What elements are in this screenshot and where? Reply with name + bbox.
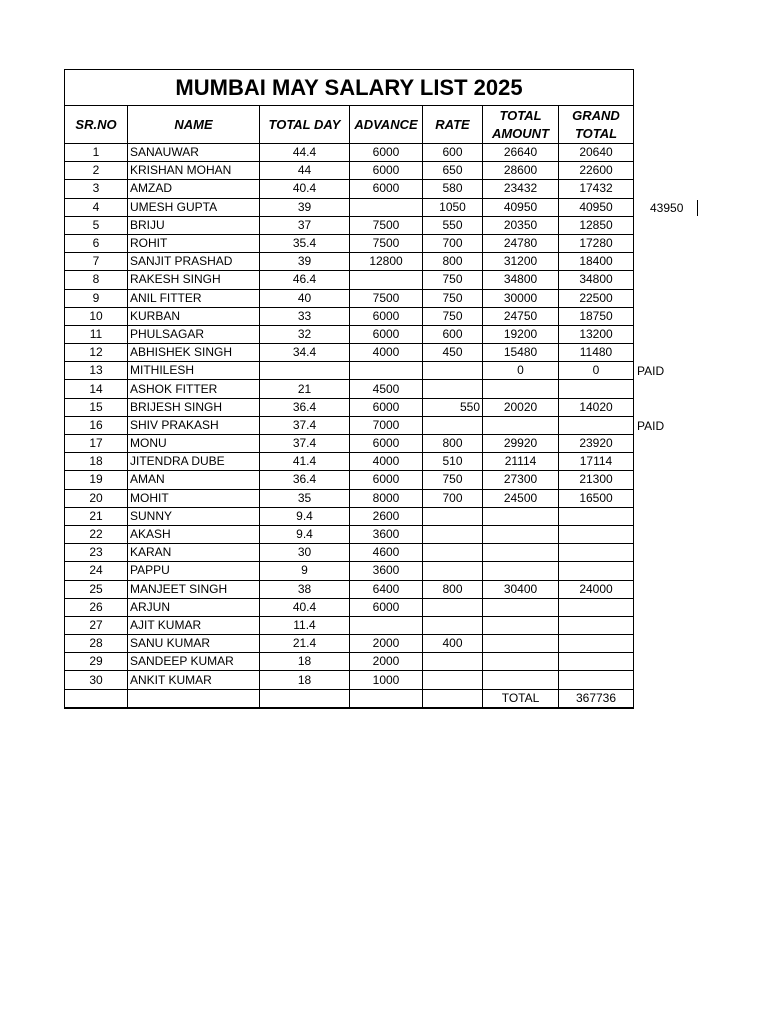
cell-total-amount — [483, 671, 559, 689]
cell-sr-no: 6 — [65, 234, 128, 252]
table-row — [65, 453, 634, 471]
cell-grand-total: 21300 — [559, 471, 634, 489]
cell-rate — [423, 544, 483, 562]
cell-sr-no: 15 — [65, 398, 128, 416]
table-row — [65, 253, 634, 271]
cell-grand-total: 34800 — [559, 271, 634, 289]
cell-advance: 6400 — [350, 580, 423, 598]
cell-rate — [423, 562, 483, 580]
cell-total-amount: 23432 — [483, 180, 559, 198]
cell-rate — [423, 598, 483, 616]
cell-sr-no: 3 — [65, 180, 128, 198]
cell-advance: 7500 — [350, 289, 423, 307]
cell-sr-no: 16 — [65, 416, 128, 434]
paid-note-row13: PAID — [637, 364, 665, 378]
table-row — [65, 416, 634, 434]
cell-sr-no: 13 — [65, 362, 128, 380]
cell-advance: 6000 — [350, 307, 423, 325]
cell-sr-no: 9 — [65, 289, 128, 307]
cell-grand-total: 14020 — [559, 398, 634, 416]
cell-rate — [423, 416, 483, 434]
table-row — [65, 180, 634, 198]
cell-total-amount — [483, 544, 559, 562]
cell-grand-total — [559, 635, 634, 653]
cell-total-day: 36.4 — [260, 398, 350, 416]
cell-total-amount: 30000 — [483, 289, 559, 307]
table-row — [65, 635, 634, 653]
cell-sr-no: 19 — [65, 471, 128, 489]
cell-name: BRIJU — [128, 216, 260, 234]
cell-sr-no: 11 — [65, 325, 128, 343]
cell-total-day: 44 — [260, 162, 350, 180]
cell-grand-total — [559, 380, 634, 398]
cell-sr-no: 14 — [65, 380, 128, 398]
cell-name: PHULSAGAR — [128, 325, 260, 343]
cell-name: ARJUN — [128, 598, 260, 616]
cell-advance: 2000 — [350, 653, 423, 671]
cell-grand-total: 24000 — [559, 580, 634, 598]
cell-total-amount: 30400 — [483, 580, 559, 598]
cell-sr-no: 10 — [65, 307, 128, 325]
cell-sr-no: 25 — [65, 580, 128, 598]
cell-total-amount: 20350 — [483, 216, 559, 234]
cell-grand-total — [559, 616, 634, 634]
cell-grand-total: 40950 — [559, 198, 634, 216]
cell-rate: 750 — [423, 307, 483, 325]
cell-grand-total: 22600 — [559, 162, 634, 180]
cell-sr-no: 18 — [65, 453, 128, 471]
cell-name: SHIV PRAKASH — [128, 416, 260, 434]
header-row — [65, 106, 634, 144]
cell-total-day: 44.4 — [260, 144, 350, 162]
cell-total-amount — [483, 562, 559, 580]
table-row — [65, 544, 634, 562]
header-grand-total-line2: TOTAL — [574, 125, 618, 141]
cell-grand-total: 17280 — [559, 234, 634, 252]
cell-total-amount: 24750 — [483, 307, 559, 325]
cell-total-amount: 0 — [483, 362, 559, 380]
cell-grand-total — [559, 525, 634, 543]
cell-total-amount: 40950 — [483, 198, 559, 216]
table-row — [65, 362, 634, 380]
cell-total-amount: 24780 — [483, 234, 559, 252]
cell-total-day: 21 — [260, 380, 350, 398]
header-grand-total-line1: GRAND — [572, 107, 620, 123]
total-row-empty-cell — [350, 689, 423, 708]
table-row — [65, 325, 634, 343]
header-total-amount — [483, 106, 559, 144]
total-row-empty-cell — [65, 689, 128, 708]
cell-rate: 580 — [423, 180, 483, 198]
cell-rate: 800 — [423, 253, 483, 271]
cell-name: ANKIT KUMAR — [128, 671, 260, 689]
cell-total-day: 9.4 — [260, 525, 350, 543]
cell-name: SANU KUMAR — [128, 635, 260, 653]
cell-name: KRISHAN MOHAN — [128, 162, 260, 180]
cell-name: AKASH — [128, 525, 260, 543]
cell-sr-no: 2 — [65, 162, 128, 180]
header-total-amount-line1: TOTAL — [499, 107, 542, 123]
table-row — [65, 507, 634, 525]
cell-name: MONU — [128, 435, 260, 453]
cell-rate: 700 — [423, 489, 483, 507]
cell-rate — [423, 671, 483, 689]
cell-sr-no: 4 — [65, 198, 128, 216]
cell-name: MOHIT — [128, 489, 260, 507]
cell-advance: 3600 — [350, 562, 423, 580]
cell-advance: 4000 — [350, 453, 423, 471]
header-rate: RATE — [423, 106, 483, 144]
cell-grand-total: 20640 — [559, 144, 634, 162]
cell-rate: 550 — [423, 398, 483, 416]
cell-name: KURBAN — [128, 307, 260, 325]
cell-rate — [423, 507, 483, 525]
cell-total-day: 33 — [260, 307, 350, 325]
table-row — [65, 653, 634, 671]
cell-name: ROHIT — [128, 234, 260, 252]
cell-rate: 600 — [423, 144, 483, 162]
table-row — [65, 162, 634, 180]
cell-rate: 1050 — [423, 198, 483, 216]
table-row — [65, 671, 634, 689]
cell-total-day: 9.4 — [260, 507, 350, 525]
cell-rate: 750 — [423, 271, 483, 289]
table-row — [65, 598, 634, 616]
cell-total-day: 30 — [260, 544, 350, 562]
cell-advance — [350, 198, 423, 216]
cell-total-amount — [483, 653, 559, 671]
cell-total-amount: 26640 — [483, 144, 559, 162]
table-row — [65, 616, 634, 634]
cell-sr-no: 5 — [65, 216, 128, 234]
cell-name: RAKESH SINGH — [128, 271, 260, 289]
cell-total-day: 36.4 — [260, 471, 350, 489]
cell-total-amount — [483, 525, 559, 543]
table-row — [65, 144, 634, 162]
cell-total-amount — [483, 380, 559, 398]
cell-rate: 510 — [423, 453, 483, 471]
cell-total-amount: 27300 — [483, 471, 559, 489]
cell-advance: 6000 — [350, 598, 423, 616]
cell-grand-total: 18750 — [559, 307, 634, 325]
cell-rate — [423, 380, 483, 398]
table-row — [65, 471, 634, 489]
cell-rate: 650 — [423, 162, 483, 180]
table-row — [65, 380, 634, 398]
cell-advance: 6000 — [350, 398, 423, 416]
cell-grand-total: 17432 — [559, 180, 634, 198]
cell-grand-total — [559, 562, 634, 580]
table-row — [65, 562, 634, 580]
cell-grand-total — [559, 653, 634, 671]
cell-advance: 6000 — [350, 144, 423, 162]
paid-note-row16: PAID — [637, 419, 665, 433]
cell-grand-total — [559, 671, 634, 689]
cell-rate: 400 — [423, 635, 483, 653]
cell-total-day: 40.4 — [260, 180, 350, 198]
cell-total-amount: 31200 — [483, 253, 559, 271]
cell-total-amount: 19200 — [483, 325, 559, 343]
header-name: NAME — [128, 106, 260, 144]
cell-advance: 1000 — [350, 671, 423, 689]
cell-grand-total — [559, 416, 634, 434]
cell-total-amount: 15480 — [483, 344, 559, 362]
cell-name: ANIL FITTER — [128, 289, 260, 307]
cell-total-day: 39 — [260, 198, 350, 216]
cell-total-amount — [483, 616, 559, 634]
cell-advance: 7500 — [350, 234, 423, 252]
cell-advance: 2000 — [350, 635, 423, 653]
cell-name: JITENDRA DUBE — [128, 453, 260, 471]
cell-name: SUNNY — [128, 507, 260, 525]
cell-total-day: 35.4 — [260, 234, 350, 252]
cell-name: SANJIT PRASHAD — [128, 253, 260, 271]
cell-sr-no: 24 — [65, 562, 128, 580]
total-value: 367736 — [559, 689, 634, 708]
table-row — [65, 580, 634, 598]
cell-total-amount: 29920 — [483, 435, 559, 453]
cell-total-amount — [483, 416, 559, 434]
cell-grand-total: 17114 — [559, 453, 634, 471]
cell-name: SANAUWAR — [128, 144, 260, 162]
cell-sr-no: 21 — [65, 507, 128, 525]
header-grand-total — [559, 106, 634, 144]
cell-rate: 550 — [423, 216, 483, 234]
cell-grand-total — [559, 598, 634, 616]
cell-name: PAPPU — [128, 562, 260, 580]
header-sr-no: SR.NO — [65, 106, 128, 144]
total-row-empty-cell — [260, 689, 350, 708]
total-label: TOTAL — [483, 689, 559, 708]
cell-total-amount: 20020 — [483, 398, 559, 416]
cell-grand-total: 13200 — [559, 325, 634, 343]
cell-total-amount — [483, 598, 559, 616]
total-row-empty-cell — [423, 689, 483, 708]
table-row — [65, 198, 634, 216]
cell-advance — [350, 616, 423, 634]
header-advance: ADVANCE — [350, 106, 423, 144]
cell-total-day: 39 — [260, 253, 350, 271]
cell-name: KARAN — [128, 544, 260, 562]
cell-advance: 4500 — [350, 380, 423, 398]
cell-rate: 600 — [423, 325, 483, 343]
cell-rate: 800 — [423, 435, 483, 453]
cell-sr-no: 7 — [65, 253, 128, 271]
table-row — [65, 525, 634, 543]
table-row — [65, 271, 634, 289]
cell-sr-no: 17 — [65, 435, 128, 453]
cell-sr-no: 28 — [65, 635, 128, 653]
cell-total-day: 46.4 — [260, 271, 350, 289]
cell-name: SANDEEP KUMAR — [128, 653, 260, 671]
cell-total-amount — [483, 635, 559, 653]
cell-name: AMZAD — [128, 180, 260, 198]
salary-table — [64, 69, 634, 709]
cell-advance: 3600 — [350, 525, 423, 543]
side-value-row4: 43950 — [650, 201, 684, 215]
total-row-empty-cell — [128, 689, 260, 708]
cell-rate: 700 — [423, 234, 483, 252]
table-row — [65, 398, 634, 416]
cell-sr-no: 27 — [65, 616, 128, 634]
cell-advance — [350, 271, 423, 289]
cell-advance: 7000 — [350, 416, 423, 434]
cell-total-day: 38 — [260, 580, 350, 598]
cell-name: AMAN — [128, 471, 260, 489]
cell-advance: 6000 — [350, 471, 423, 489]
cell-advance: 12800 — [350, 253, 423, 271]
cell-name: ASHOK FITTER — [128, 380, 260, 398]
cell-total-day: 11.4 — [260, 616, 350, 634]
cell-total-day: 35 — [260, 489, 350, 507]
cell-total-day: 41.4 — [260, 453, 350, 471]
cell-rate — [423, 616, 483, 634]
table-row — [65, 344, 634, 362]
cell-total-day: 40 — [260, 289, 350, 307]
cell-sr-no: 1 — [65, 144, 128, 162]
cell-rate — [423, 525, 483, 543]
cell-grand-total: 22500 — [559, 289, 634, 307]
cell-sr-no: 22 — [65, 525, 128, 543]
cell-rate: 800 — [423, 580, 483, 598]
table-row — [65, 435, 634, 453]
cell-advance: 6000 — [350, 180, 423, 198]
cell-sr-no: 12 — [65, 344, 128, 362]
cell-grand-total: 11480 — [559, 344, 634, 362]
cell-total-day: 18 — [260, 671, 350, 689]
total-row — [65, 689, 634, 708]
cell-sr-no: 30 — [65, 671, 128, 689]
cell-rate — [423, 653, 483, 671]
cell-grand-total: 18400 — [559, 253, 634, 271]
cell-name: AJIT KUMAR — [128, 616, 260, 634]
cell-name: BRIJESH SINGH — [128, 398, 260, 416]
cell-total-amount: 24500 — [483, 489, 559, 507]
cell-sr-no: 26 — [65, 598, 128, 616]
table-row — [65, 307, 634, 325]
cell-total-amount: 21114 — [483, 453, 559, 471]
cell-name: UMESH GUPTA — [128, 198, 260, 216]
cell-total-day: 40.4 — [260, 598, 350, 616]
cell-advance: 4600 — [350, 544, 423, 562]
cell-total-day: 37.4 — [260, 435, 350, 453]
cell-grand-total — [559, 507, 634, 525]
cell-total-day — [260, 362, 350, 380]
cell-grand-total: 23920 — [559, 435, 634, 453]
table-row — [65, 489, 634, 507]
cell-advance: 8000 — [350, 489, 423, 507]
cell-sr-no: 23 — [65, 544, 128, 562]
cell-total-day: 9 — [260, 562, 350, 580]
cell-sr-no: 8 — [65, 271, 128, 289]
cell-advance: 2600 — [350, 507, 423, 525]
cell-total-day: 34.4 — [260, 344, 350, 362]
cell-name: MITHILESH — [128, 362, 260, 380]
cell-advance: 6000 — [350, 162, 423, 180]
cell-name: ABHISHEK SINGH — [128, 344, 260, 362]
cell-name: MANJEET SINGH — [128, 580, 260, 598]
cell-grand-total: 0 — [559, 362, 634, 380]
cell-total-amount: 28600 — [483, 162, 559, 180]
cell-rate: 450 — [423, 344, 483, 362]
cell-total-amount: 34800 — [483, 271, 559, 289]
cell-rate: 750 — [423, 289, 483, 307]
cell-advance: 6000 — [350, 325, 423, 343]
cell-advance — [350, 362, 423, 380]
cell-total-day: 18 — [260, 653, 350, 671]
cell-grand-total: 12850 — [559, 216, 634, 234]
cell-rate: 750 — [423, 471, 483, 489]
table-row — [65, 234, 634, 252]
cell-total-day: 37.4 — [260, 416, 350, 434]
text-cursor — [697, 200, 698, 216]
header-total-amount-line2: AMOUNT — [491, 125, 550, 141]
cell-total-day: 32 — [260, 325, 350, 343]
cell-total-day: 37 — [260, 216, 350, 234]
cell-grand-total — [559, 544, 634, 562]
cell-grand-total: 16500 — [559, 489, 634, 507]
cell-sr-no: 29 — [65, 653, 128, 671]
cell-total-day: 21.4 — [260, 635, 350, 653]
cell-sr-no: 20 — [65, 489, 128, 507]
cell-total-amount — [483, 507, 559, 525]
table-row — [65, 289, 634, 307]
table-row — [65, 216, 634, 234]
header-total-day: TOTAL DAY — [260, 106, 350, 144]
page-title: MUMBAI MAY SALARY LIST 2025 — [65, 70, 634, 106]
cell-advance: 7500 — [350, 216, 423, 234]
cell-advance: 6000 — [350, 435, 423, 453]
cell-advance: 4000 — [350, 344, 423, 362]
cell-rate — [423, 362, 483, 380]
